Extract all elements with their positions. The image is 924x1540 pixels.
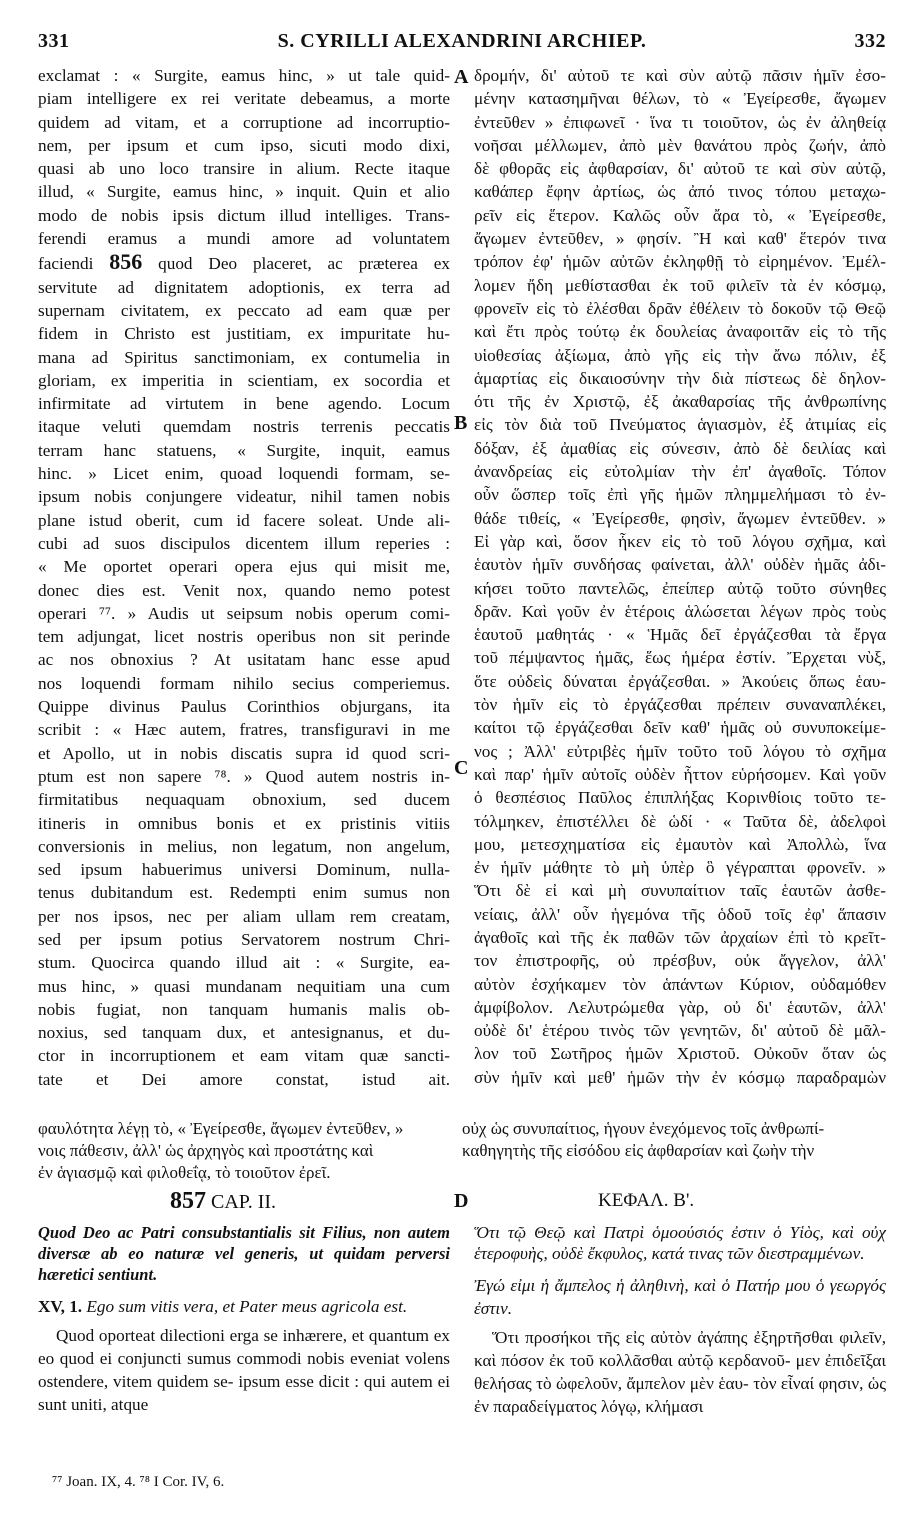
text-line: terram hanc statuens, « Surgite, inquit, eamus [38,440,450,460]
text-line: ὁ θεσπέσιος Παῦλος ἐπιπλήξας Κορινθίοις τοῦτο τε- [474,788,886,808]
text-line: tate et Dei amore constat, istud ait. [38,1069,450,1089]
text-line: noxius, sed tanquam dux, et antesignanus, et du- [38,1023,450,1043]
text-line: ἑαυτὸν ἡμῖν συνδήσας φαίνεται, ἀλλ' οὐδὲν ἡμᾶς ἀδι- [474,555,886,575]
text-line: supernam civitatem, ex peccato ad eam quæ per [38,300,450,320]
text-line: mus hinc, » quasi mundanam nequitiam una cum [38,976,450,996]
text-line: fidem in Christo est justitiam, ex impuritate hu- [38,324,450,344]
latin-section [38,1222,450,1416]
greek-tail-right [462,1118,892,1162]
footnotes: ⁷⁷ Joan. IX, 4. ⁷⁸ I Cor. IV, 6. [52,1474,225,1490]
text-line: modo de nobis ipsis dictum illud intelliges. Trans- [38,205,450,225]
verse-number: XV, 1. [38,1297,83,1316]
greek-tail-left [38,1118,458,1184]
text-line: τοῦ πέμψαντος ἡμᾶς, ἕως ἡμέρα ἐστίν. Ἔρχεται νὺξ, [474,648,886,668]
text-line: λομεν ἤδη μεθίστασθαι ἐκ τοῦ φιλεῖν τὰ ἐν κόσμῳ, [474,275,886,295]
tail-line: ἐν ἁγιασμῷ καὶ φιλοθεΐᾳ, τὸ τοιοῦτον ἐρεῖ. [38,1163,331,1182]
text-line: καίτοι τῷ ἐργάζεσθαι δεῖν καθ' ἡμᾶς οὐ συνυποκείμε- [474,718,886,738]
text-line: donec dies est. Venit nox, quando nemo potest [38,580,450,600]
column-number: 856 [109,250,143,275]
text-line: sed per ipsum potius Servatorem nostrum Chri- [38,929,450,949]
page-number-left: 331 [38,30,70,52]
text-line: ipsum nobis conjungere videatur, nihil tamen nobis [38,487,450,507]
text-line: ἀνανδρείας εἰς εὐτολμίαν τὴν ἐπ' ἀγαθοῖς. Τόπον [474,462,886,482]
text-line: gloriam, ex imperitia in scientiam, ex socordia et [38,370,450,390]
chapter-title: CAP. II. [211,1191,277,1213]
text-line: μου, μετεσχηματίσα εἰς ἐμαυτὸν καὶ Ἀπολλὼ, ἵνα [474,834,886,854]
text-line: piam intelligere ex rei veritate debeamus, a morte [38,89,450,109]
tail-line: φαυλότητα λέγῃ τὸ, « Ἐγείρεσθε, ἄγωμεν ἐντεῦθεν, » [38,1119,404,1138]
section-heading: Quod Deo ac Patri consubstantialis sit Filius, non autem diversæ ab eo naturæ vel generis, ut quidam perversi hæretici sentiunt. [38,1223,450,1284]
text-line: λον τοῦ Σωτῆρος ἡμῶν Χριστοῦ. Οὐκοῦν ὅταν ὡς [474,1044,886,1064]
text-line: σὺν ἡμῖν καὶ μεθ' ἡμῶν τὴν ἐν κόσμῳ παραδραμὼν [474,1067,886,1087]
tail-line: οὐχ ὡς συνυπαίτιος, ἡγουν ἐνεχόμενος τοῖς ἀνθρωπί- [462,1119,825,1138]
text-line: quasi ab uno loco transire in alium. Recte itaque [38,159,450,179]
text-line: μένην κατασημῆναι θέλων, τὸ « Ἐγείρεσθε, ἄγωμεν [474,89,886,109]
text-line: φρονεῖν εἰς τὸ ἐλέσθαι δρᾶν ἐθέλειν τὸ δοκοῦν τῷ Θεῷ [474,298,886,318]
text-line: κήσει τοῦτο παντελῶς, ἐπείπερ αὐτῷ τοῦτο σύνηθες [474,578,886,598]
text-line: faciendi 856 quod Deo placeret, ac præterea ex [38,250,450,275]
text-line: et Apollo, ut in nobis discatis supra id quod scri- [38,743,450,763]
chapter-heading-greek: ΚΕΦΑΛ. Β'. [598,1190,695,1211]
text-line: καθάπερ ἔφην ἀρτίως, ὡς ἀπό τινος τόπου μεταχω- [474,182,886,202]
text-line: τὸν ἡμῖν εἰς τὸ ἐργάζεσθαι πρέπειν συναναπλέκει, [474,695,886,715]
text-line: ότι τῆς ἐν Χριστῷ, ἐξ ἀκαθαρσίας τῆς ἀνθρωπίνης [474,392,886,412]
text-line: τον ἐπιστροφῆς, οὐ πρέσβυν, οὐκ ἄγγελον, ἀλλ' [474,951,886,971]
text-line: exclamat : « Surgite, eamus hinc, » ut tale quid- [38,66,450,85]
text-line: καὶ ἔτι πρὸς τούτῳ ἐκ δουλείας ἀναφοιτᾶν εἰς τὸ τῆς [474,322,886,342]
text-line: scribit : « Hæc autem, fratres, transfiguravi in me [38,720,450,740]
tail-line: καθηγητὴς τῆς εἰσόδου εἰς ἀφθαρσίαν καὶ ζωὴν τὴν [462,1141,815,1160]
text-line: νείαις, ἀλλ' οὖν ἡγεμόνα τῆς ὁδοῦ τοῖς ἐφ' ἅπασιν [474,904,886,924]
text-line: firmitatibus nequaquam obnoxium, sed ducem [38,790,450,810]
text-line: ac nos obnoxius ? At usitatam hanc esse apud [38,650,450,670]
text-line: per nos ipsos, nec per aliam ullam rem creatam, [38,906,450,926]
text-line: tem adjungat, licet nostris operibus non sit perinde [38,627,450,647]
text-line: stum. Quocirca quando illud ait : « Surgite, ea- [38,953,450,973]
text-line: ἄγωμεν ἐντεῦθεν, » φησίν. Ἢ καὶ καθ' ἕτερόν τινα [474,229,886,249]
text-line: servitute ad dignitatem adoptionis, ex terra ad [38,277,450,297]
text-line: « Me oportet operari opera ejus qui misit me, [38,557,450,577]
text-line: Ὅτι δὲ εἰ καὶ μὴ συνυπαίτιον ταῖς ἑαυτῶν ἀσθε- [474,881,886,901]
greek-section [474,1222,886,1418]
text-line: conversionis in melius, non legatum, non angelum, [38,836,450,856]
text-line: υἱοθεσίας ἀξίωμα, ἀπὸ γῆς εἰς τὴν ἄνω πόλιν, ἐξ [474,345,886,365]
section-heading: Ὅτι τῷ Θεῷ καὶ Πατρὶ ὁμοούσιός ἐστιν ὁ Υἱὸς, καὶ οὐχ ἑτεροφυὴς, οὐδὲ ἔκφυλος, κατά τινας τῶν διεστραμμένων. [474,1223,886,1263]
text-line: δρᾶν. Καὶ γοῦν ἐν ἑτέροις ἁλώσεται λέγων πρὸς τοὺς [474,601,886,621]
text-line: νος ; Ἀλλ' εὐτριβὲς ἡμῖν τοῦτο τοῦ λόγου τὸ σχῆμα [474,741,886,761]
text-line: τόλμηκεν, ἐπιστέλλει δὲ ὡδί · « Ταῦτα δὲ, ἀδελφοὶ [474,811,886,831]
text-line: nobis fugiat, non tanquam humanis malis ob- [38,999,450,1019]
text-line: τρόπον ἐφ' ἡμῶν αὐτῶν ἐκληφθῇ τὸ εἰρημένον. Ἐμέλ- [474,252,886,272]
margin-letter-b: B [454,412,468,434]
text-line: αὐτὸν ἐσχήκαμεν τὸν ἁπάντων Κύριον, οὐδαμόθεν [474,974,886,994]
text-line: ἀγαθοῖς καὶ τῆς ἐκ παθῶν τῶν ἀρχαίων ἐπὶ τὸ κρεῖτ- [474,927,886,947]
text-line: ptum est non sapere ⁷⁸. » Quod autem nostris in- [38,766,450,786]
page-number-right: 332 [854,30,886,52]
text-line: mana ad Spiritus sanctimoniam, ex contumelia in [38,347,450,367]
greek-column [474,64,886,1089]
text-line: ρεῖν εἰς ἕτερον. Καλῶς οὖν ἄρα τὸ, « Ἐγείρεσθε, [474,205,886,225]
text-line: νοῆσαι μέλλωμεν, ἀπὸ μὲν θανάτου πρὸς ζωήν, ἀπὸ [474,135,886,155]
latin-column [38,64,450,1091]
margin-letter-c: C [454,757,469,779]
text-line: οὖν ὥσπερ τοῖς ἐπὶ γῆς ἡμῶν πλημμελήμασι τὸ ἐν- [474,485,886,505]
text-line: itaque veluti quemdam nostris terrenis peccatis [38,417,450,437]
text-line: ctor in incorruptionem et eam vitam quæ sancti- [38,1046,450,1066]
text-line: ὅτε οὐδεὶς δύναται ἐργάζεσθαι. » Ἀκούεις ὅπως ἑαυ- [474,671,886,691]
text-line: εἰς τὸν διὰ τοῦ Πνεύματος ἁγιασμὸν, ἐξ ἀτιμίας εἰς [474,415,886,435]
text-line: Εἰ γὰρ καὶ, ὅσον ἧκεν εἰς τὸ τοῦ λόγου σχῆμα, καὶ [474,531,886,551]
text-line: ferendi eramus a mundi amore ad voluntatem [38,229,450,249]
text-line: ἐν ἡμῖν μάθητε τὸ μὴ ὑπὲρ ὃ γέγραπται φρονεῖν. » [474,858,886,878]
text-line: ἐντεῦθεν » ἐπιφωνεῖ · ἵνα τι τοιοῦτον, ὡς ἐν ἀληθείᾳ [474,112,886,132]
margin-letter-d: D [454,1190,469,1212]
text-line: δρομήν, δι' αὐτοῦ τε καὶ σὺν αὐτῷ πᾶσιν ἡμῖν ἐσο- [474,66,886,85]
chapter-heading-latin [170,1188,276,1215]
verse [38,1295,450,1318]
tail-line: νοις πάθεσιν, ἀλλ' ὡς ἀρχηγὸς καὶ προστάτης καὶ [38,1141,374,1160]
text-line: ἑαυτοῦ μαθητάς · « Ἡμᾶς δεῖ ἐργάζεσθαι τὰ ἔργα [474,625,886,645]
text-line: cubi ad suos discipulos dicentem illum reperies : [38,533,450,553]
text-line: nos loquendi formam nihilo secius comperiemus. [38,673,450,693]
text-line: δόξαν, ἐξ ἀμαθίας εἰς σύνεσιν, ἀπὸ δὲ δειλίας καὶ [474,438,886,458]
text-line: καὶ παρ' ἡμῖν αὐτοῖς οὐδὲν ἧττον εὑρήσομεν. Καὶ γοῦν [474,764,886,784]
text-line: infirmitate ad virtutem in bene agendo. Locum [38,394,450,414]
text-line: operari ⁷⁷. » Audis ut seipsum nobis operum comi- [38,603,450,623]
text-line: plane istud oberit, cum id facere soleat. Unde ali- [38,510,450,530]
margin-letter-a: A [454,66,469,88]
verse-text: Ego sum vitis vera, et Pater meus agricola est. [86,1297,408,1316]
text-line: ἁμαρτίας εἰς δικαιοσύνην τὴν διὰ πίστεως δὲ δηλον- [474,368,886,388]
text-line: quidem ad vitam, et a corruptione ad incorruptio- [38,112,450,132]
text-line: δὲ φθορᾶς εἰς ἀφθαρσίαν, δι' αὐτοῦ τε καὶ σὺν αὐτῷ, [474,159,886,179]
text-line: tenus dubitandum est. Redempti enim sumus non [38,883,450,903]
section-body: Ὅτι προσήκοι τῆς εἰς αὐτὸν ἀγάπης ἐξηρτῆσθαι φιλεῖν, καὶ πόσον ἐκ τοῦ κολλᾶσθαι αὐτῷ κερδανοῦ- μεν ἐπιδεῖξαι θελήσας τὸ ὠφελοῦν, ἄμπελον μὲν ἑαυ- τὸν εἶναί φησιν, ὡς ἐν παραδείγματος λόγῳ, κλήμασι [474,1328,886,1416]
verse-text: Ἐγώ εἰμι ἡ ἄμπελος ἡ ἀληθινὴ, καὶ ὁ Πατήρ μου ὁ γεωργός ἐστιν. [474,1276,886,1318]
text-line: nem, per ipsum et cum ipso, sicuti modo dixi, [38,135,450,155]
text-line: illud, « Surgite, eamus hinc, » inquit. Quin et alio [38,182,450,202]
text-line: sed ipsum habuerimus universi Dominum, nulla- [38,860,450,880]
text-line: Quippe divinus Paulus Corinthios objurgans, ita [38,697,450,717]
running-title: S. CYRILLI ALEXANDRINI ARCHIEP. [277,30,647,52]
text-line: οὐδὲ δι' ἑτέρου τινὸς τῶν γενητῶν, δι' αὐτοῦ δὲ μᾶλ- [474,1021,886,1041]
section-body: Quod oporteat dilectioni erga se inhærere, et quantum ex eo quod ei conjuncti sumus commodi nobis eveniat volens ostendere, vitem quidem se- ipsum esse dicit : qui autem ei sunt uniti, atque [38,1326,450,1414]
text-line: ἀμφίβολον. Λελυτρώμεθα γὰρ, οὐ δι' ἑαυτῶν, ἀλλ' [474,997,886,1017]
text-line: θάδε τιθείς, « Ἐγείρεσθε, φησὶν, ἄγωμεν ἐντεῦθεν. » [474,508,886,528]
column-number: 857 [170,1188,206,1214]
text-line: hinc. » Licet enim, quoad loquendi formam, se- [38,464,450,484]
text-line: itineris in omnibus bonis et ex pristinis vitiis [38,813,450,833]
